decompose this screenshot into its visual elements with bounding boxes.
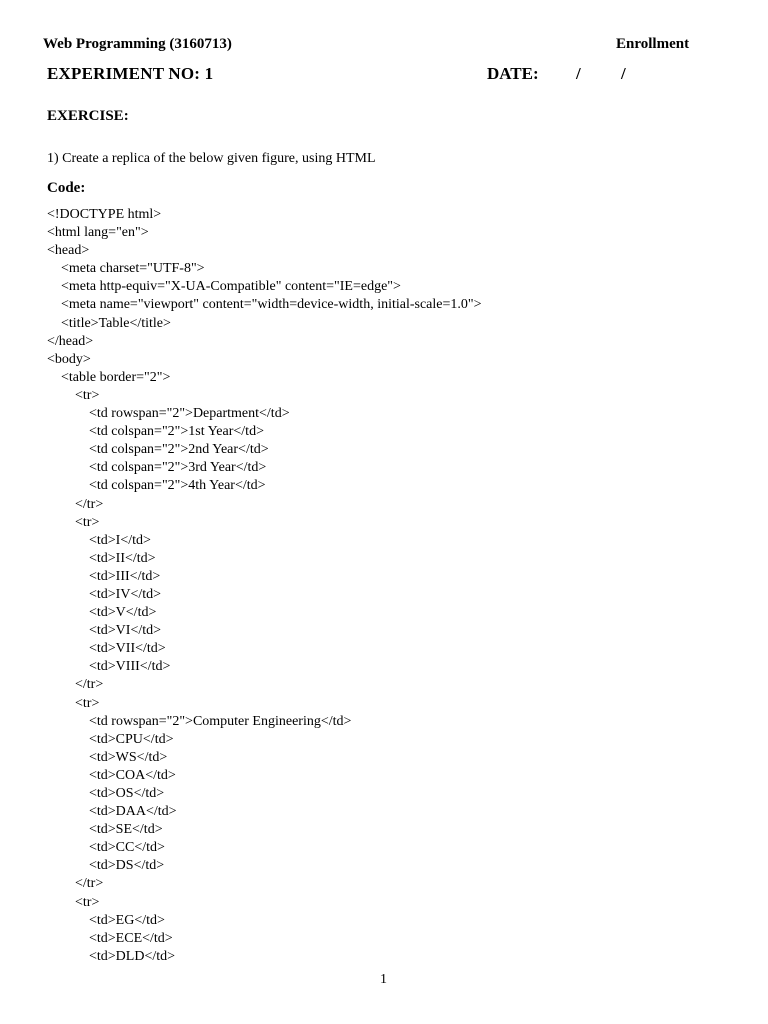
code-line: <td>III</td> (47, 568, 161, 584)
code-line: <tr> (47, 514, 100, 530)
code-line: <head> (47, 243, 90, 259)
code-line: </head> (47, 333, 94, 349)
date-separator-2: / (621, 64, 626, 83)
code-line: </tr> (47, 496, 104, 512)
code-line: <td>II</td> (47, 550, 156, 566)
code-line: <td>WS</td> (47, 749, 168, 765)
exercise-heading: EXERCISE: (47, 108, 129, 124)
code-line: <meta http-equiv="X-UA-Compatible" content="IE=edge"> (47, 279, 401, 295)
code-line: <tr> (47, 387, 100, 403)
code-line: <td colspan="2">4th Year</td> (47, 478, 266, 494)
code-line: <td>DS</td> (47, 858, 165, 874)
code-line: <td>COA</td> (47, 767, 176, 783)
code-line: <td>V</td> (47, 605, 157, 621)
code-line: <td>DAA</td> (47, 804, 177, 820)
enrollment-label: Enrollment (616, 36, 690, 52)
code-line: <td colspan="2">3rd Year</td> (47, 460, 267, 476)
code-line: <td>IV</td> (47, 586, 162, 602)
code-line: <body> (47, 351, 91, 367)
code-line: <td colspan="2">1st Year</td> (47, 424, 264, 440)
code-line: <td rowspan="2">Computer Engineering</td> (47, 713, 352, 729)
code-line: <html lang="en"> (47, 225, 149, 241)
code-line: <tr> (47, 894, 100, 910)
code-line: <meta name="viewport" content="width=device-width, initial-scale=1.0"> (47, 297, 482, 313)
code-line: <tr> (47, 695, 100, 711)
code-line: <table border="2"> (47, 369, 171, 385)
experiment-number: EXPERIMENT NO: 1 (47, 64, 214, 83)
code-line: </tr> (47, 876, 104, 892)
code-line: <td>CC</td> (47, 840, 165, 856)
code-line: <td>ECE</td> (47, 930, 173, 946)
code-line: <td>VI</td> (47, 623, 162, 639)
code-block (47, 206, 482, 966)
code-label: Code: (47, 180, 86, 196)
code-line: <!DOCTYPE html> (47, 207, 162, 222)
code-line: <td>SE</td> (47, 822, 163, 838)
code-line: </tr> (47, 677, 104, 693)
code-line: <td>VII</td> (47, 641, 166, 657)
course-title: Web Programming (3160713) (43, 36, 232, 52)
code-line: <title>Table</title> (47, 315, 171, 331)
date-separator-1: / (576, 64, 581, 83)
code-line: <td rowspan="2">Department</td> (47, 406, 290, 422)
date-label: DATE: (487, 64, 539, 83)
code-line: <td>OS</td> (47, 786, 165, 801)
code-line: <td>I</td> (47, 532, 151, 548)
code-line: <td>CPU</td> (47, 731, 174, 747)
code-line: <meta charset="UTF-8"> (47, 261, 205, 277)
exercise-question: 1) Create a replica of the below given figure, using HTML (47, 151, 376, 166)
code-line: <td>DLD</td> (47, 948, 176, 964)
code-line: <td>EG</td> (47, 912, 165, 928)
code-line: <td>VIII</td> (47, 659, 171, 675)
page-number: 1 (380, 972, 387, 987)
code-line: <td colspan="2">2nd Year</td> (47, 442, 269, 458)
